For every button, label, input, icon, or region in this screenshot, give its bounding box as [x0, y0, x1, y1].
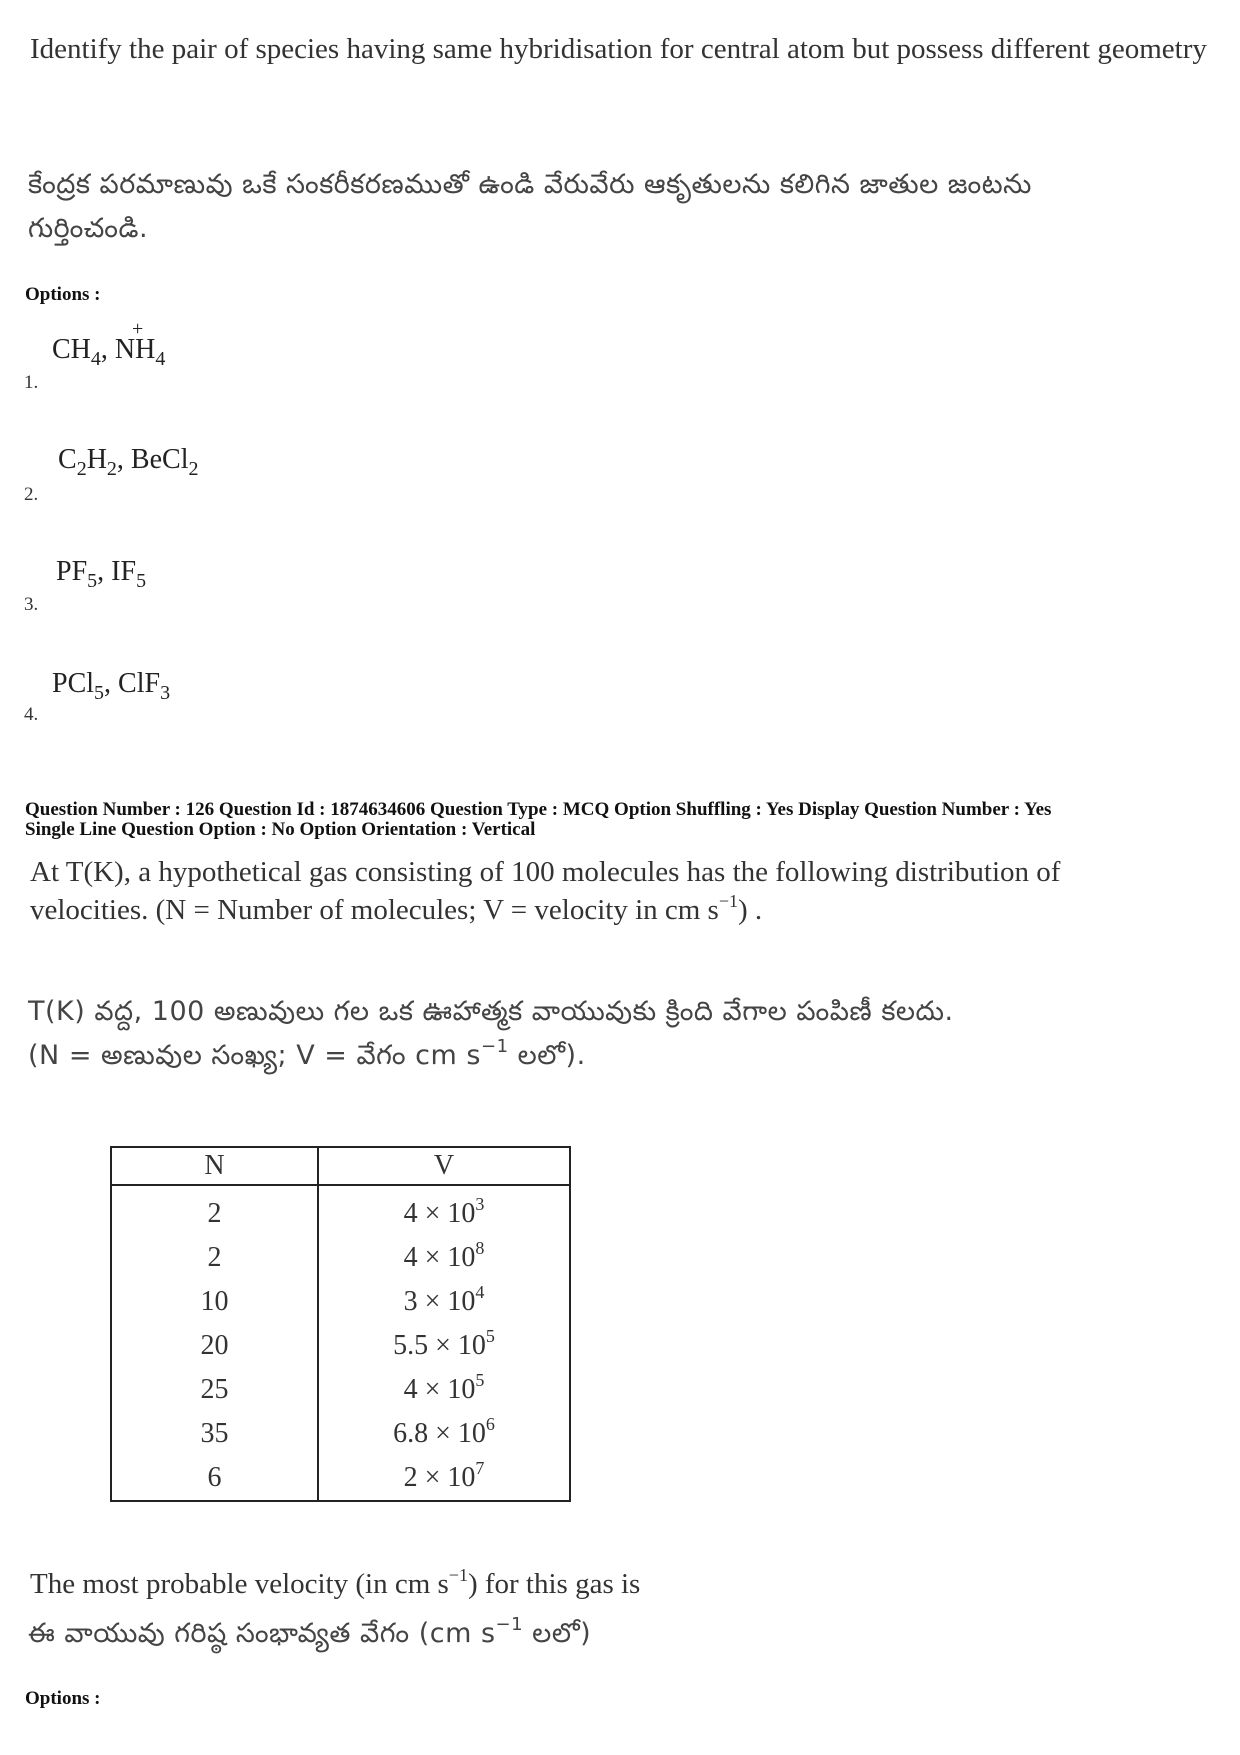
option-number: 2.	[24, 484, 39, 505]
table-header-v: V	[318, 1147, 570, 1185]
table-row: 20 $5.5 \times 10^5$	[111, 1324, 570, 1368]
option-2-formula: $C_2H_2$, BeCl$_2$	[58, 444, 199, 480]
option-3-formula: $PF_5$, $IF_5$	[56, 556, 147, 592]
velocity-distribution-table	[110, 1146, 571, 1502]
question-text-en-line-2: velocities. (N = Number of molecules; V = velocity in cm $s^{-1}$) .	[30, 891, 763, 926]
question-meta-line-2: Single Line Question Option : No Option Orientation : Vertical	[25, 819, 536, 840]
question-text-te-line-2: (N = అణువుల సంఖ్య; V = వేగం cm $s^{-1}$ లలో).	[28, 1036, 586, 1071]
question-text-en: Identify the pair of species having same hybridisation for central atom but possess different geometry	[30, 33, 1207, 65]
option-number: 4.	[24, 704, 39, 725]
table-row: 2 $4 \times 10^3$	[111, 1185, 570, 1236]
table-header-n: N	[111, 1147, 318, 1185]
question-text-te-line-1: T(K) వద్ద, 100 అణువులు గల ఒక ఊహాత్మక వాయువుకు క్రింది వేగాల పంపిణీ కలదు.	[28, 996, 954, 1027]
option-1-formula: $CH_4$, $NH_4$	[52, 334, 166, 370]
table-row: 6 $2 \times 10^7$	[111, 1456, 570, 1501]
option-number: 3.	[24, 594, 39, 615]
prompt-text-te: ఈ వాయువు గరిష్ఠ సంభావ్యత వేగం (cm $s^{-1}$ లలో)	[28, 1614, 592, 1649]
table-row: 35 $6.8 \times 10^6$	[111, 1412, 570, 1456]
plus-charge: +	[132, 318, 144, 340]
question-text-te: కేంద్రక పరమాణువు ఒకే సంకరీకరణముతో ఉండి వేరువేరు ఆకృతులను కలిగిన జాతుల జంటను గుర్తించండి.	[28, 169, 1032, 244]
prompt-text-en: The most probable velocity (in cm $s^{-1}$) for this gas is	[30, 1565, 641, 1600]
table-row: 2 $4 \times 10^8$	[111, 1236, 570, 1280]
option-number: 1.	[24, 372, 39, 393]
options-label: Options :	[25, 284, 101, 305]
question-text-en-line-1: At T(K), a hypothetical gas consisting of 100 molecules has the following distribution of	[30, 856, 1061, 888]
options-label: Options :	[25, 1688, 101, 1709]
option-4-formula: PCl$_5$, ClF$_3$	[52, 668, 171, 704]
table-row: 25 $4 \times 10^5$	[111, 1368, 570, 1412]
table-row: 10 $3 \times 10^4$	[111, 1280, 570, 1324]
question-meta-line-1: Question Number : 126 Question Id : 1874634606 Question Type : MCQ Option Shuffling : Yes Display Question Number : Yes	[25, 799, 1052, 820]
